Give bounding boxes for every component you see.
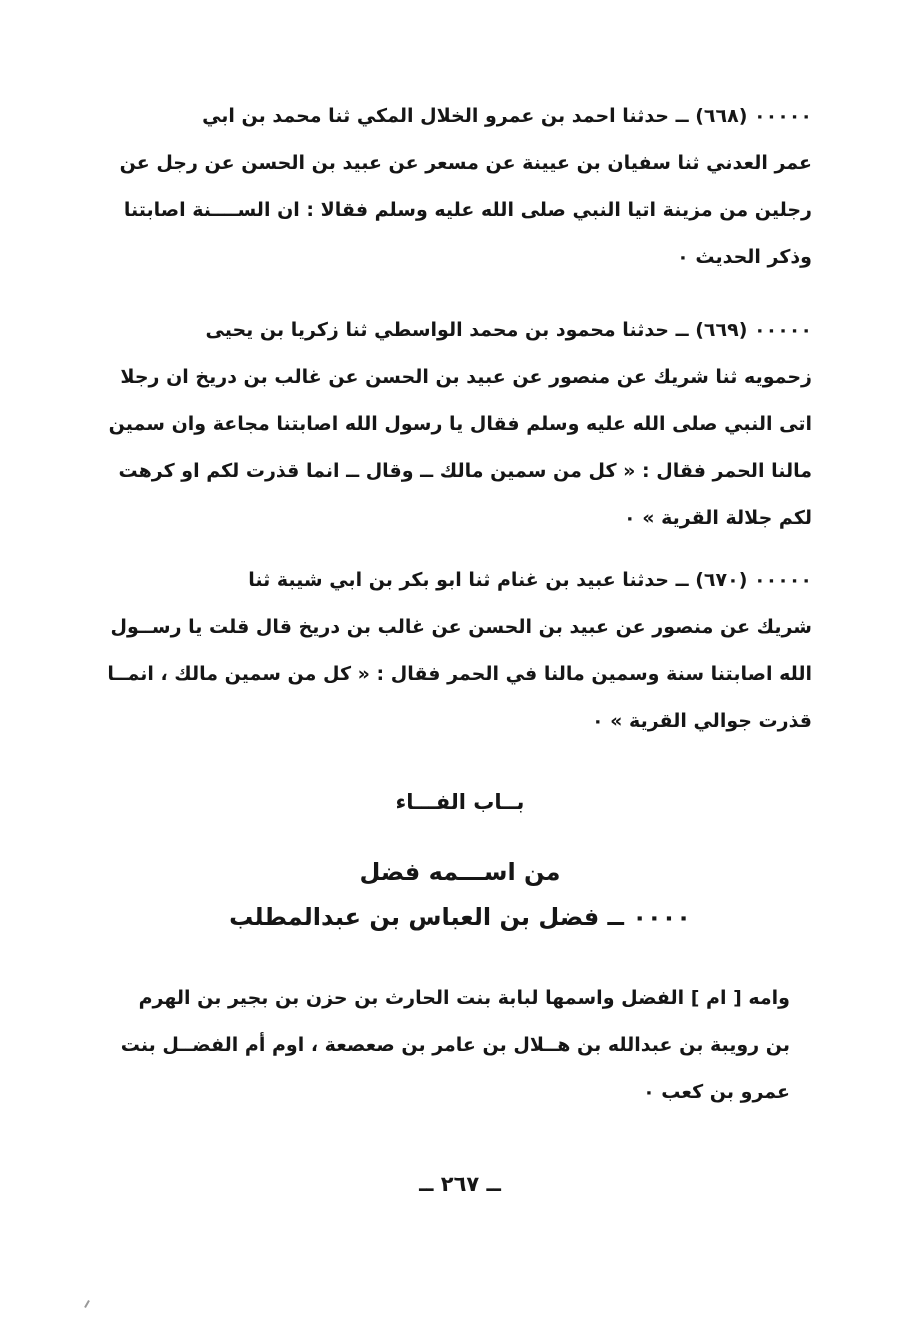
text-line: عمر العدني ثنا سفيان بن عيينة عن مسعر عن عبيد بن الحسن عن رجل عن	[119, 152, 812, 174]
text-line: زحمويه ثنا شريك عن منصور عن عبيد بن الحسن عن غالب بن دريخ ان رجلا	[120, 366, 812, 388]
text-line: اتى النبي صلى الله عليه وسلم فقال يا رسول الله اصابتنا مجاعة وان سمين	[108, 413, 812, 435]
text-line: ٠٠٠٠٠ (٦٧٠) ــ حدثنا عبيد بن غنام ثنا ابو بكر بن ابي شيبة ثنا	[248, 569, 812, 591]
text-line: بن رويبة بن عبدالله بن هــلال بن عامر بن صعصعة ، اوم أم الفضــل بنت	[120, 1034, 790, 1056]
text-line: رجلين من مزينة اتيا النبي صلى الله عليه وسلم فقالا : ان الســــنة اصابتنا	[123, 199, 812, 221]
section-heading: من اســـمه فضل	[359, 858, 561, 886]
text-line: عمرو بن كعب ٠	[643, 1081, 790, 1103]
text-line: لكم جلالة القرية » ٠	[624, 507, 812, 529]
person-heading: ٠٠٠٠ ــ فضل بن العباس بن عبدالمطلب	[229, 903, 691, 931]
text-line: ٠٠٠٠٠ (٦٦٨) ــ حدثنا احمد بن عمرو الخلال المكي ثنا محمد بن ابي	[202, 105, 812, 127]
text-line: شريك عن منصور عن عبيد بن الحسن عن غالب بن دريخ قال قلت يا رســول	[110, 616, 812, 638]
page-number: ــ ٢٦٧ ــ	[419, 1172, 501, 1196]
scan-speck	[84, 1300, 90, 1308]
text-line: مالنا الحمر فقال : « كل من سمين مالك ــ وقال ــ انما قذرت لكم او كرهت	[118, 460, 812, 482]
text-line: وامه [ ام ] الفضل واسمها لبابة بنت الحارث بن حزن بن بجير بن الهرم	[138, 987, 790, 1009]
text-line: الله اصابتنا سنة وسمين مالنا في الحمر فقال : « كل من سمين مالك ، انمــا	[107, 663, 812, 685]
chapter-heading: بــاب الفـــاء	[395, 790, 525, 814]
hadith-669	[100, 307, 812, 542]
hadith-670	[100, 557, 812, 745]
text-line: ٠٠٠٠٠ (٦٦٩) ــ حدثنا محمود بن محمد الواسطي ثنا زكريا بن يحيى	[205, 319, 812, 341]
text-line: قذرت جوالي القرية » ٠	[591, 710, 812, 732]
biography-paragraph	[90, 975, 790, 1116]
text-line: وذكر الحديث ٠	[677, 246, 812, 268]
hadith-668	[100, 93, 812, 281]
